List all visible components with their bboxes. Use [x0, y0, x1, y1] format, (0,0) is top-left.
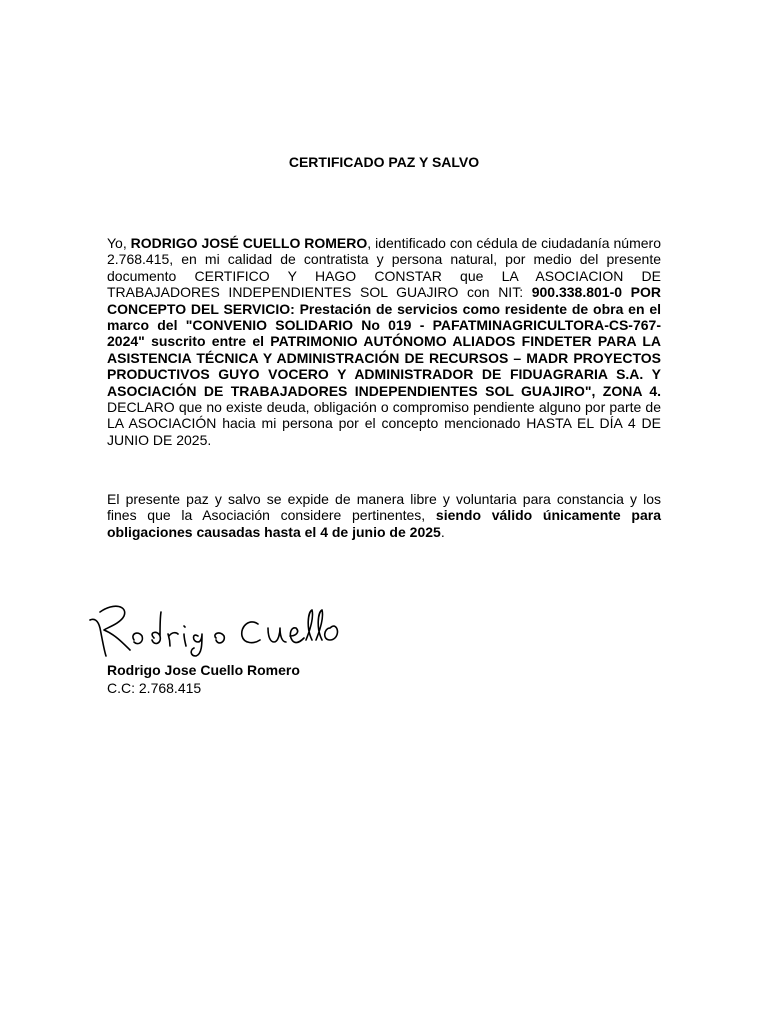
paragraph-text: , identificado con cédula de ciudadanía número 2.768.415, en mi calidad de contratista y persona natural, por medio del presente documento CERTIFICO Y HAGO CONSTAR que LA ASOCIACION DE TRABAJADORES INDEPENDIENTES SOL GUAJIRO con NIT:: [107, 235, 661, 301]
paragraph-text: Yo,: [107, 235, 131, 251]
document-title: CERTIFICADO PAZ Y SALVO: [288, 154, 480, 170]
validity-statement: siendo válido únicamente para obligaciones causadas hasta el 4 de junio de 2025: [107, 507, 661, 540]
service-concept: 900.338.801-0 POR CONCEPTO DEL SERVICIO: Prestación de servicios como residente de obra en el marco del "CONVENIO SOLIDARIO No 019 - PAFATMINAGRICULTORA-CS-767-2024" suscrito entre el PATRIMONIO AUTÓNOMO ALIADOS FINDETER PARA LA ASISTENCIA TÉCNICA Y ADMINISTRACIÓN DE RECURSOS – MADR PROYECTOS PRODUCTIVOS GUYO VOCERO Y ADMINISTRADOR DE FIDUAGRARIA S.A. Y ASOCIACIÓN DE TRABAJADORES INDEPENDIENTES SOL GUAJIRO", ZONA 4.: [107, 284, 661, 399]
certification-paragraph: [107, 235, 661, 448]
paragraph-text: .: [440, 523, 445, 540]
handwritten-signature: [84, 598, 354, 660]
paragraph-text: DECLARO que no existe deuda, obligación o compromiso pendiente alguno por parte de LA ASOCIACIÓN hacia mi persona por el concepto mencionado HASTA EL DÍA 4 DE JUNIO DE 2025.: [107, 399, 661, 448]
contractor-name: RODRIGO JOSÉ CUELLO ROMERO: [130, 235, 368, 251]
signer-id-number: C.C: 2.768.415: [107, 680, 202, 696]
paragraph-text: El presente paz y salvo se expide de manera libre y voluntaria para constancia y los fines que la Asociación considere pertinentes,: [107, 491, 661, 524]
validity-paragraph: [107, 491, 661, 540]
signer-name: Rodrigo Jose Cuello Romero: [107, 662, 300, 678]
